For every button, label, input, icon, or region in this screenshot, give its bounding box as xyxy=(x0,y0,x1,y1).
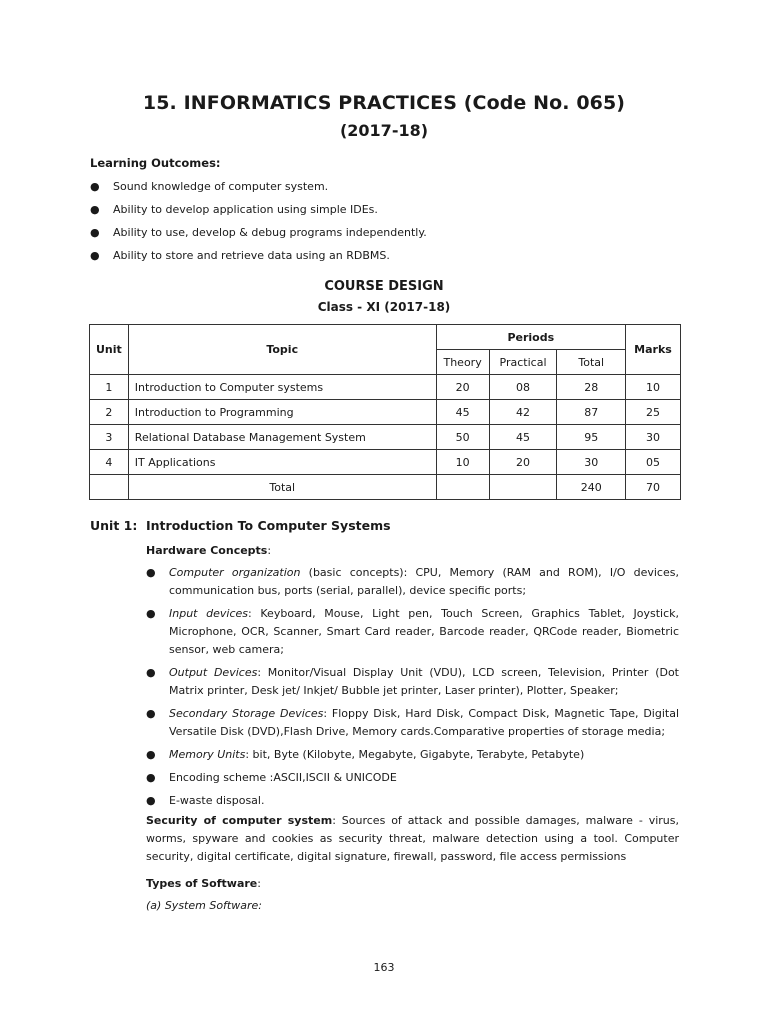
table-row xyxy=(90,450,681,475)
list-item: ● Computer organization (basic concepts): CPU, Memory (RAM and ROM), I/O devices, communication bus, ports (serial, parallel), device specific ports; xyxy=(146,566,679,597)
hardware-concepts-list xyxy=(146,564,679,815)
cell-unit: 3 xyxy=(90,425,129,450)
list-item: ● Output Devices: Monitor/Visual Display Unit (VDU), LCD screen, Television, Printer (Dot Matrix printer, Desk jet/ Inkjet/ Bubble jet printer, Laser printer), Plotter, Speaker; xyxy=(146,666,679,697)
unit1-number: Unit 1: xyxy=(90,518,138,533)
cell-empty xyxy=(436,475,489,500)
bullet-icon: ● xyxy=(90,249,100,262)
table-row xyxy=(90,425,681,450)
learning-outcomes-heading: Learning Outcomes: xyxy=(90,156,221,170)
cell-practical: 45 xyxy=(489,425,557,450)
bullet-icon: ● xyxy=(146,607,156,620)
cell-unit: 2 xyxy=(90,400,129,425)
list-item: ● Ability to develop application using simple IDEs. xyxy=(90,203,378,216)
course-design-table xyxy=(89,324,681,500)
cell-practical: 42 xyxy=(489,400,557,425)
bullet-icon: ● xyxy=(90,226,100,239)
cell-theory: 45 xyxy=(436,400,489,425)
list-item: ● E-waste disposal. xyxy=(146,792,679,810)
list-item: ● Sound knowledge of computer system. xyxy=(90,180,329,193)
table-row xyxy=(90,375,681,400)
page-number: 163 xyxy=(373,961,395,974)
list-item: ● Input devices: Keyboard, Mouse, Light pen, Touch Screen, Graphics Tablet, Joystick, Microphone, OCR, Scanner, Smart Card reader, Barcode reader, QRCode reader, Biometric sensor, web camera; xyxy=(146,607,680,656)
cell-empty xyxy=(489,475,557,500)
cell-marks: 25 xyxy=(626,400,681,425)
cell-marks: 10 xyxy=(626,375,681,400)
cell-marks: 05 xyxy=(626,450,681,475)
header-marks: Marks xyxy=(626,325,681,375)
list-item: ● Secondary Storage Devices: Floppy Disk, Hard Disk, Compact Disk, Magnetic Tape, Digital Versatile Disk (DVD),Flash Drive, Memory cards.Comparative properties of storage media; xyxy=(146,707,679,738)
cell-practical: 08 xyxy=(489,375,557,400)
header-practical: Practical xyxy=(489,350,557,375)
bullet-icon: ● xyxy=(146,666,156,679)
header-periods: Periods xyxy=(436,325,625,350)
header-topic: Topic xyxy=(128,325,436,375)
hardware-concepts-heading: Hardware Concepts: xyxy=(146,544,272,557)
bullet-icon: ● xyxy=(90,203,100,216)
bullet-icon: ● xyxy=(146,566,156,579)
list-item: ● Ability to store and retrieve data using an RDBMS. xyxy=(90,249,390,262)
list-item: ● Encoding scheme :ASCII,ISCII & UNICODE xyxy=(146,769,679,787)
unit1-title: Introduction To Computer Systems xyxy=(146,518,391,533)
header-theory: Theory xyxy=(436,350,489,375)
cell-topic: IT Applications xyxy=(128,450,436,475)
cell-total: 95 xyxy=(557,425,626,450)
header-unit: Unit xyxy=(90,325,129,375)
table-total-row xyxy=(90,475,681,500)
list-item: ● Memory Units: bit, Byte (Kilobyte, Megabyte, Gigabyte, Terabyte, Petabyte) xyxy=(146,746,679,764)
security-paragraph: Security of computer system: Sources of attack and possible damages, malware - virus, worms, spyware and cookies as security threat, malware detection using a tool. Computer security, digital certificate, digital signature, firewall, password, file access permissions xyxy=(146,814,679,863)
table-row xyxy=(90,400,681,425)
cell-marks: 30 xyxy=(626,425,681,450)
cell-unit: 1 xyxy=(90,375,129,400)
total-periods: 240 xyxy=(557,475,626,500)
cell-topic: Introduction to Programming xyxy=(128,400,436,425)
bullet-icon: ● xyxy=(146,771,156,784)
learning-outcomes-list xyxy=(90,179,427,271)
document-year: (2017-18) xyxy=(339,121,429,140)
document-title: 15. INFORMATICS PRACTICES (Code No. 065) xyxy=(142,92,626,114)
bullet-icon: ● xyxy=(146,748,156,761)
total-marks: 70 xyxy=(626,475,681,500)
cell-theory: 20 xyxy=(436,375,489,400)
bullet-icon: ● xyxy=(90,180,100,193)
unit1-heading xyxy=(90,518,391,533)
cell-total: 28 xyxy=(557,375,626,400)
table-header-row xyxy=(90,325,681,350)
course-design-heading: COURSE DESIGN xyxy=(324,279,444,294)
header-total: Total xyxy=(557,350,626,375)
cell-unit: 4 xyxy=(90,450,129,475)
cell-empty xyxy=(90,475,129,500)
cell-total: 30 xyxy=(557,450,626,475)
cell-total: 87 xyxy=(557,400,626,425)
cell-theory: 50 xyxy=(436,425,489,450)
types-of-software-heading: Types of Software: xyxy=(146,877,261,890)
course-class-label: Class - XI (2017-18) xyxy=(317,300,451,314)
total-label: Total xyxy=(128,475,436,500)
cell-topic: Introduction to Computer systems xyxy=(128,375,436,400)
bullet-icon: ● xyxy=(146,794,156,807)
cell-practical: 20 xyxy=(489,450,557,475)
list-item: ● Ability to use, develop & debug programs independently. xyxy=(90,226,427,239)
cell-theory: 10 xyxy=(436,450,489,475)
cell-topic: Relational Database Management System xyxy=(128,425,436,450)
system-software-label: (a) System Software: xyxy=(146,899,262,912)
bullet-icon: ● xyxy=(146,707,156,720)
